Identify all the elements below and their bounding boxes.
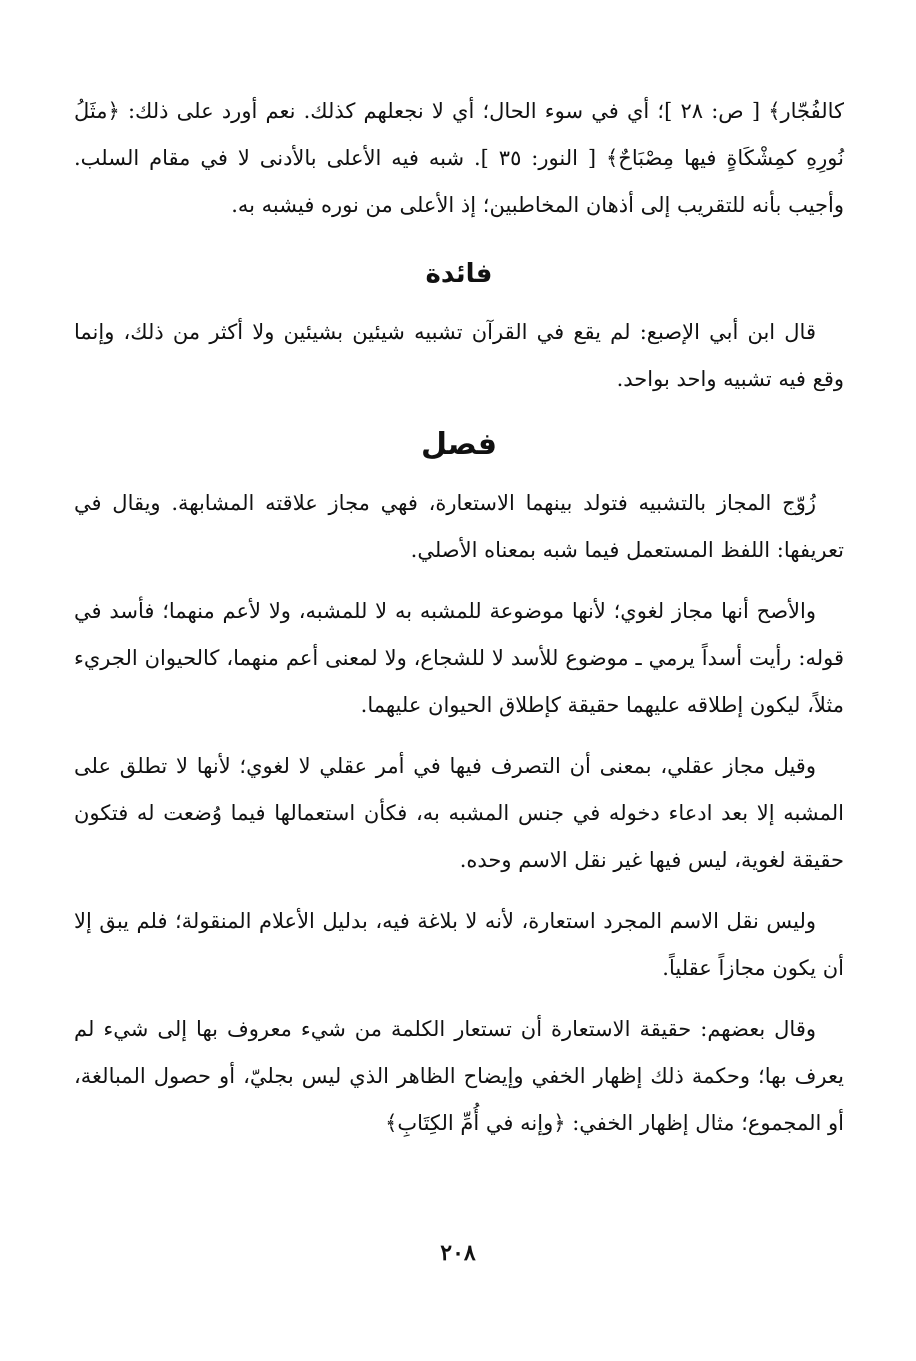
paragraph-gap bbox=[74, 574, 844, 588]
paragraph-7: وقال بعضهم: حقيقة الاستعارة أن تستعار الكلمة من شيء معروف بها إلى شيء لم يعرف بها؛ وحكمة ذلك إظهار الخفي وإيضاح الظاهر الذي ليس بجليّ، أو حصول المبالغة، أو المجموع؛ مثال إظهار الخفي: ﴿وإنه في أُمِّ الكِتَابِ﴾ bbox=[74, 1017, 844, 1135]
page-number: ٢٠٨ bbox=[440, 1240, 476, 1266]
heading-faida: فائدة bbox=[425, 259, 493, 289]
paragraph-6: وليس نقل الاسم المجرد استعارة، لأنه لا بلاغة فيه، بدليل الأعلام المنقولة؛ فلم يبق إلا أن يكون مجازاً عقلياً. bbox=[74, 909, 844, 980]
paragraph-5: وقيل مجاز عقلي، بمعنى أن التصرف فيها في أمر عقلي لا لغوي؛ لأنها لا تطلق على المشبه إلا بعد ادعاء دخوله في جنس المشبه به، فكأن استعمالها فيما وُضعت له فتكون حقيقة لغوية، ليس فيها غير نقل الاسم وحده. bbox=[74, 754, 844, 872]
heading-fasl: فصل bbox=[421, 427, 497, 462]
paragraph-gap bbox=[74, 729, 844, 743]
paragraph-gap bbox=[74, 884, 844, 898]
paragraph-2: قال ابن أبي الإصبع: لم يقع في القرآن تشبيه شيئين بشيئين ولا أكثر من ذلك، وإنما وقع فيه تشبيه واحد بواحد. bbox=[74, 320, 844, 391]
paragraph-gap bbox=[74, 992, 844, 1006]
paragraph-3: زُوّج المجاز بالتشبيه فتولد بينهما الاستعارة، فهي مجاز علاقته المشابهة. ويقال في تعريفها: اللفظ المستعمل فيما شبه بمعناه الأصلي. bbox=[74, 491, 844, 562]
paragraph-4: والأصح أنها مجاز لغوي؛ لأنها موضوعة للمشبه به لا للمشبه، ولا لأعم منهما؛ فأسد في قوله: رأيت أسداً يرمي ـ موضوع للأسد لا للشجاع، ولا لمعنى أعم منهما، كالحيوان الجريء مثلاً، ليكون إطلاقه عليهما حقيقة كإطلاق الحيوان عليهما. bbox=[74, 599, 844, 717]
page-body bbox=[74, 88, 844, 1147]
paragraph-1: كالفُجّار﴾ [ ص: ٢٨ ]؛ أي في سوء الحال؛ أي لا نجعلهم كذلك. نعم أورد على ذلك: ﴿مثَلُ نُورِهِ كمِشْكَاةٍ فيها مِصْبَاحٌ﴾ [ النور: ٣٥ ]. شبه فيه الأعلى بالأدنى لا في مقام السلب. وأجيب بأنه للتقريب إلى أذهان المخاطبين؛ إذ الأعلى من نوره فيشبه به. bbox=[74, 99, 845, 217]
